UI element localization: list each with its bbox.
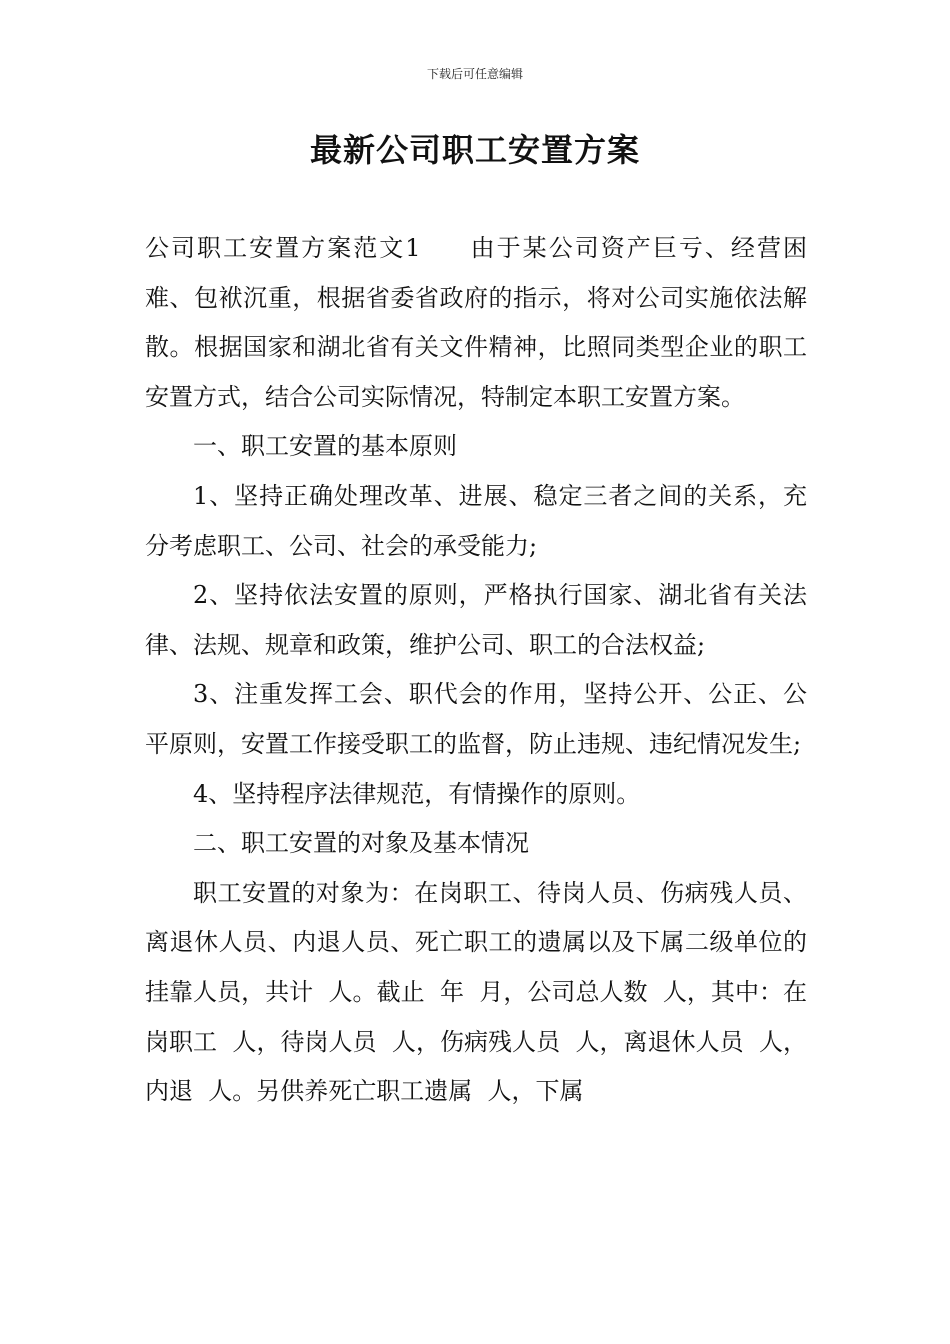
paragraph-principle-4: 4、坚持程序法律规范，有情操作的原则。 (193, 779, 641, 808)
section-heading-principles: 一、职工安置的基本原则 (193, 432, 457, 461)
paragraph-text: 由于某公司资产巨亏、经营困难、包袱沉重，根据省委省政府的指示，将对公司实施依法解散。根据国家和湖北省有关文件精神，比照同类型企业的职工安置方式，结合公司实际情况，特制定本职工安置方案。 (145, 234, 807, 411)
document-body (145, 224, 807, 1117)
paragraph-intro (145, 224, 807, 422)
paragraph-principle-3: 3、注重发挥工会、职代会的作用，坚持公开、公正、公平原则，安置工作接受职工的监督，防止违规、违纪情况发生; (145, 680, 807, 758)
paragraph-targets: 职工安置的对象为：在岗职工、待岗人员、伤病残人员、离退休人员、内退人员、死亡职工的遗属以及下属二级单位的挂靠人员，共计 人。截止 年 月，公司总人数 人，其中：在岗职工 人，待岗人员 人，伤病残人员 人，离退休人员 人，内退 人。另供养死亡职工遗属 人，下属 (145, 878, 807, 1106)
document-title: 最新公司职工安置方案 (309, 131, 640, 169)
section-heading-targets: 二、职工安置的对象及基本情况 (193, 829, 529, 858)
header-note: 下载后可任意编辑 (426, 67, 523, 81)
paragraph-lead: 公司职工安置方案范文1 (145, 234, 421, 262)
paragraph-principle-2: 2、坚持依法安置的原则，严格执行国家、湖北省有关法律、法规、规章和政策，维护公司、职工的合法权益; (145, 581, 807, 659)
paragraph-principle-1: 1、坚持正确处理改革、进展、稳定三者之间的关系，充分考虑职工、公司、社会的承受能力; (145, 481, 807, 560)
